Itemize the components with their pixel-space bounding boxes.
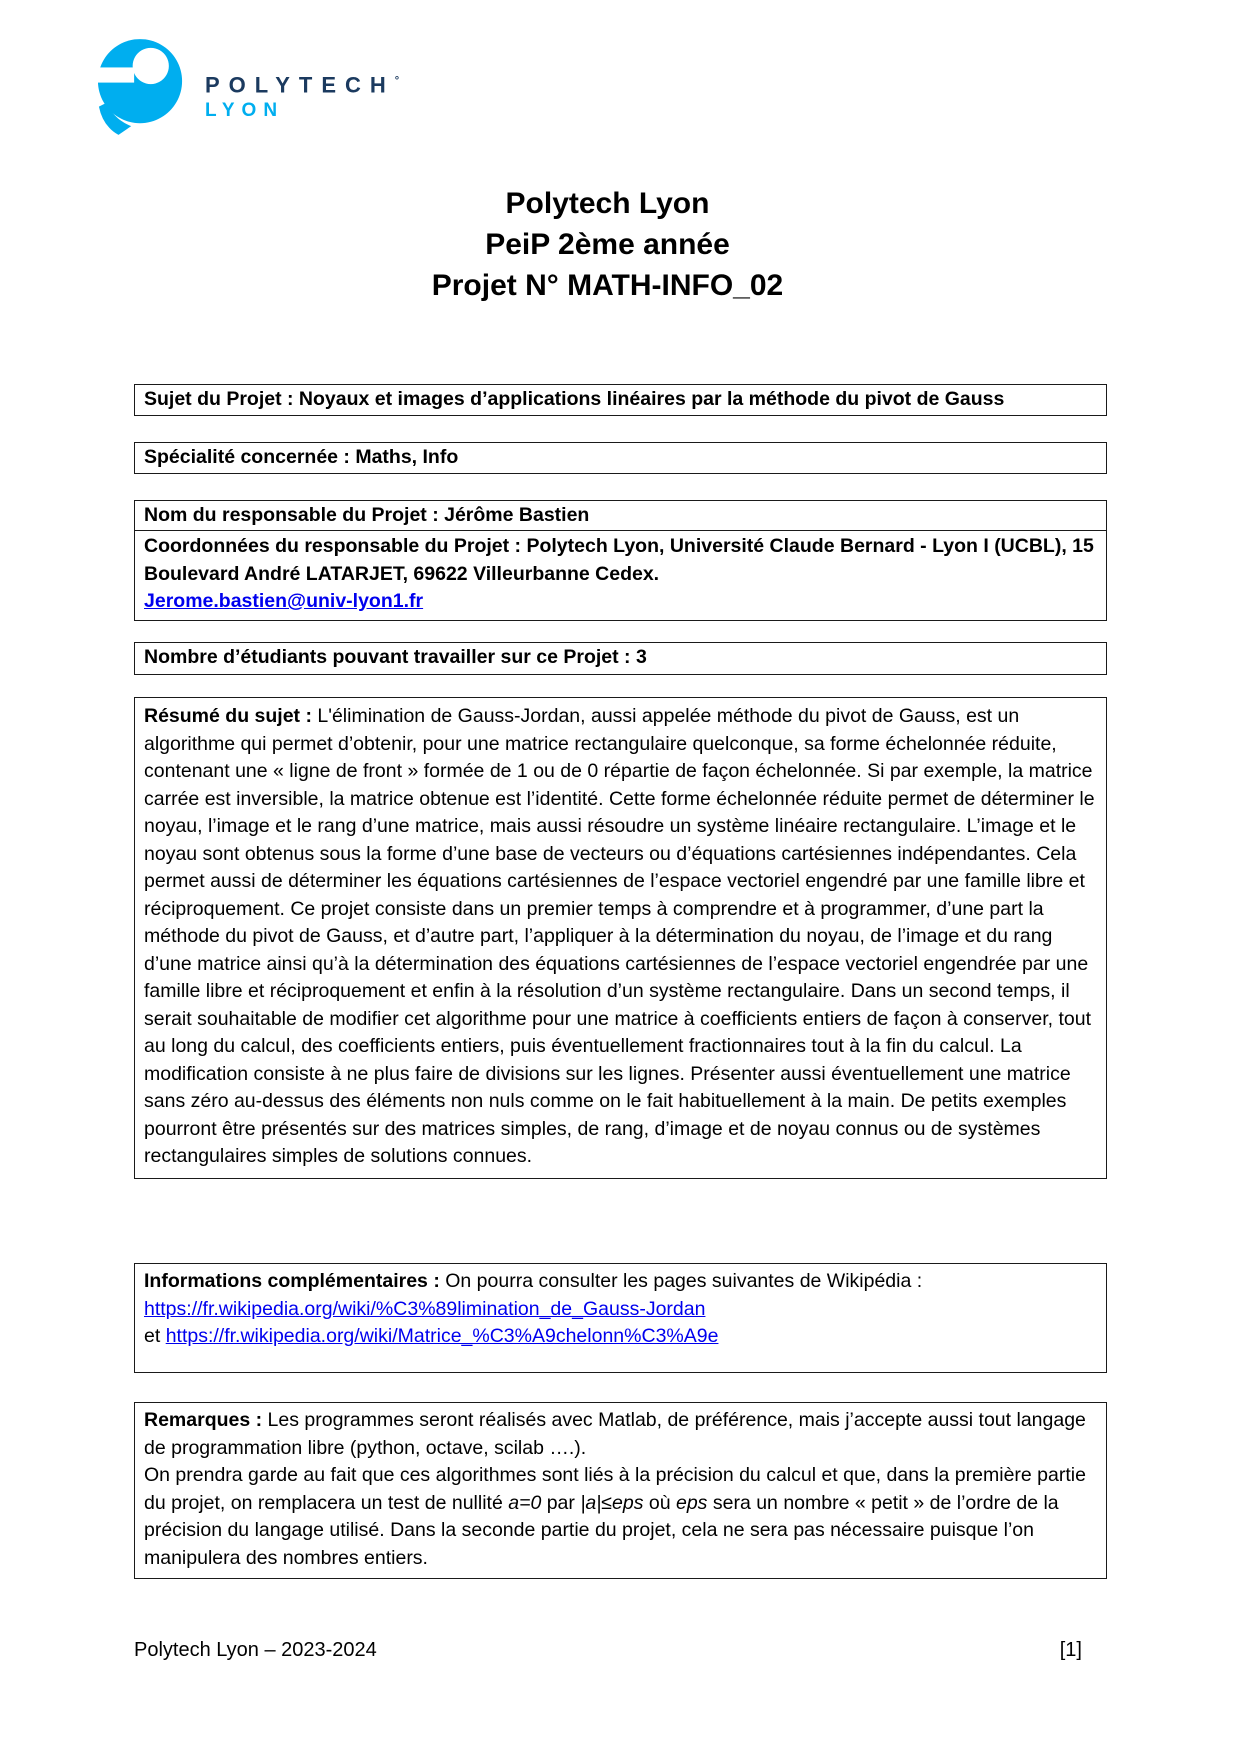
remarques-math-eps: eps	[675, 1491, 708, 1514]
remarques-math-a0: a=0	[508, 1491, 542, 1514]
sujet-box	[134, 384, 1107, 416]
remarques-part2b-text: par	[541, 1491, 581, 1514]
logo-registered-mark: °	[394, 75, 400, 87]
remarques-label: Remarques :	[144, 1409, 263, 1431]
responsable-nom-text: Nom du responsable du Projet : Jérôme Bastien	[144, 504, 590, 526]
remarques-math-abs-eps: |a|≤eps	[580, 1491, 644, 1514]
specialite-text: Spécialité concernée : Maths, Info	[144, 446, 459, 468]
logo-brand-text	[205, 69, 399, 97]
remarques-paragraph-2	[144, 1462, 1097, 1572]
page-number: [1]	[1059, 1639, 1082, 1661]
wikipedia-link-1[interactable]: https://fr.wikipedia.org/wiki/%C3%89limination_de_Gauss-Jordan	[144, 1297, 706, 1320]
page-title-line-3: Projet N° MATH-INFO_02	[431, 269, 784, 302]
sujet-text: Sujet du Projet : Noyaux et images d’applications linéaires par la méthode du pivot de Gauss	[144, 388, 1005, 410]
informations-label: Informations complémentaires :	[144, 1270, 440, 1292]
informations-link1-line	[144, 1296, 1097, 1324]
polytech-p-icon	[95, 38, 185, 136]
informations-intro-line	[144, 1268, 1097, 1296]
remarques-part2d-text: sera un nombre « petit » de l’ordre de la précision du langage utilisé. Dans la seconde partie du projet, cela ne sera pas nécessaire puisque l’on manipulera des nombres entiers.	[144, 1491, 1059, 1569]
responsable-box	[134, 500, 1107, 621]
polytech-logo	[95, 38, 399, 136]
remarques-part2a-text: On prendra garde au fait que ces algorithmes sont liés à la précision du calcul et que, dans la première partie du projet, on remplacera un test de nullité	[144, 1464, 1086, 1514]
remarques-box	[134, 1402, 1107, 1579]
nombre-text: Nombre d’étudiants pouvant travailler sur ce Projet : 3	[144, 646, 647, 668]
page-title-line-1: Polytech Lyon	[505, 187, 710, 220]
remarques-part1-text: Les programmes seront réalisés avec Matlab, de préférence, mais j’accepte aussi tout langage de programmation libre (python, octave, scilab ….).	[144, 1409, 1086, 1459]
remarques-part2c-text: où	[643, 1491, 676, 1514]
logo-brand-label: POLYTECH	[205, 72, 395, 98]
resume-label: Résumé du sujet :	[144, 705, 312, 727]
responsable-coordonnees-text: Coordonnées du responsable du Projet : Polytech Lyon, Université Claude Bernard - Lyon I (UCBL), 15 Boulevard André LATARJET, 69622 Villeurbanne Cedex.	[144, 535, 1094, 585]
informations-link2-line	[144, 1323, 1097, 1351]
resume-text: L'élimination de Gauss-Jordan, aussi appelée méthode du pivot de Gauss, est un algorithme qui permet d’obtenir, pour une matrice rectangulaire quelconque, sa forme échelonnée réduite, contenant une « ligne de front » formée de 1 ou de 0 répartie de façon échelonnée. Si par exemple, la matrice carrée est inversible, la matrice obtenue est l’identité. Cette forme échelonnée réduite permet de déterminer le noyau, l’image et le rang d’une matrice, mais aussi résoudre un système linéaire rectangulaire. L’image et le noyau sont obtenus sous la forme d’une base de vecteurs ou d’équations cartésiennes indépendantes. Cela permet aussi de déterminer les équations cartésiennes de l’espace vectoriel engendré par une famille libre et réciproquement. Ce projet consiste dans un premier temps à comprendre et à programmer, d’une part la méthode du pivot de Gauss, et d’autre part, l’appliquer à la détermination du noyau, de l’image et du rang d’une matrice ainsi qu’à la détermination des équations cartésiennes de l’espace vectoriel engendrée par une famille libre et réciproquement et enfin à la résolution d’un système rectangulaire. Dans un second temps, il serait souhaitable de modifier cet algorithme pour une matrice à coefficients entiers de façon à conserver, tout au long du calcul, des coefficients entiers, puis éventuellement fractionnaires tout à la fin du calcul. La modification consiste à ne plus faire de divisions sur les lignes. Présenter aussi éventuellement une matrice sans zéro au-dessus des éléments non nuls comme on le fait habituellement à la main. De petits exemples pourront être présentés sur des matrices simples, de rang, d’image et de noyau connus ou de systèmes rectangulaires simples de solutions connues.	[144, 705, 1095, 1167]
informations-intro-text: On pourra consulter les pages suivantes de Wikipédia :	[439, 1270, 923, 1292]
informations-box	[134, 1263, 1107, 1373]
responsable-coordonnees-row	[135, 531, 1106, 620]
email-link[interactable]: Jerome.bastien@univ-lyon1.fr	[144, 590, 424, 612]
nombre-box	[134, 642, 1107, 675]
resume-box	[134, 697, 1107, 1179]
responsable-nom-row	[135, 501, 1106, 531]
logo-city-text: LYON	[205, 100, 285, 122]
informations-et-text: et	[144, 1325, 166, 1347]
page-title-line-2: PeiP 2ème année	[485, 228, 730, 261]
logo-wordmark	[205, 69, 399, 122]
specialite-box	[134, 442, 1107, 474]
wikipedia-link-2[interactable]: https://fr.wikipedia.org/wiki/Matrice_%C3%A9chelonn%C3%A9e	[165, 1325, 719, 1347]
page-footer	[134, 1638, 1082, 1662]
footer-text: Polytech Lyon – 2023-2024	[134, 1639, 377, 1661]
page-title	[121, 183, 1094, 306]
remarques-paragraph-1	[144, 1407, 1097, 1462]
